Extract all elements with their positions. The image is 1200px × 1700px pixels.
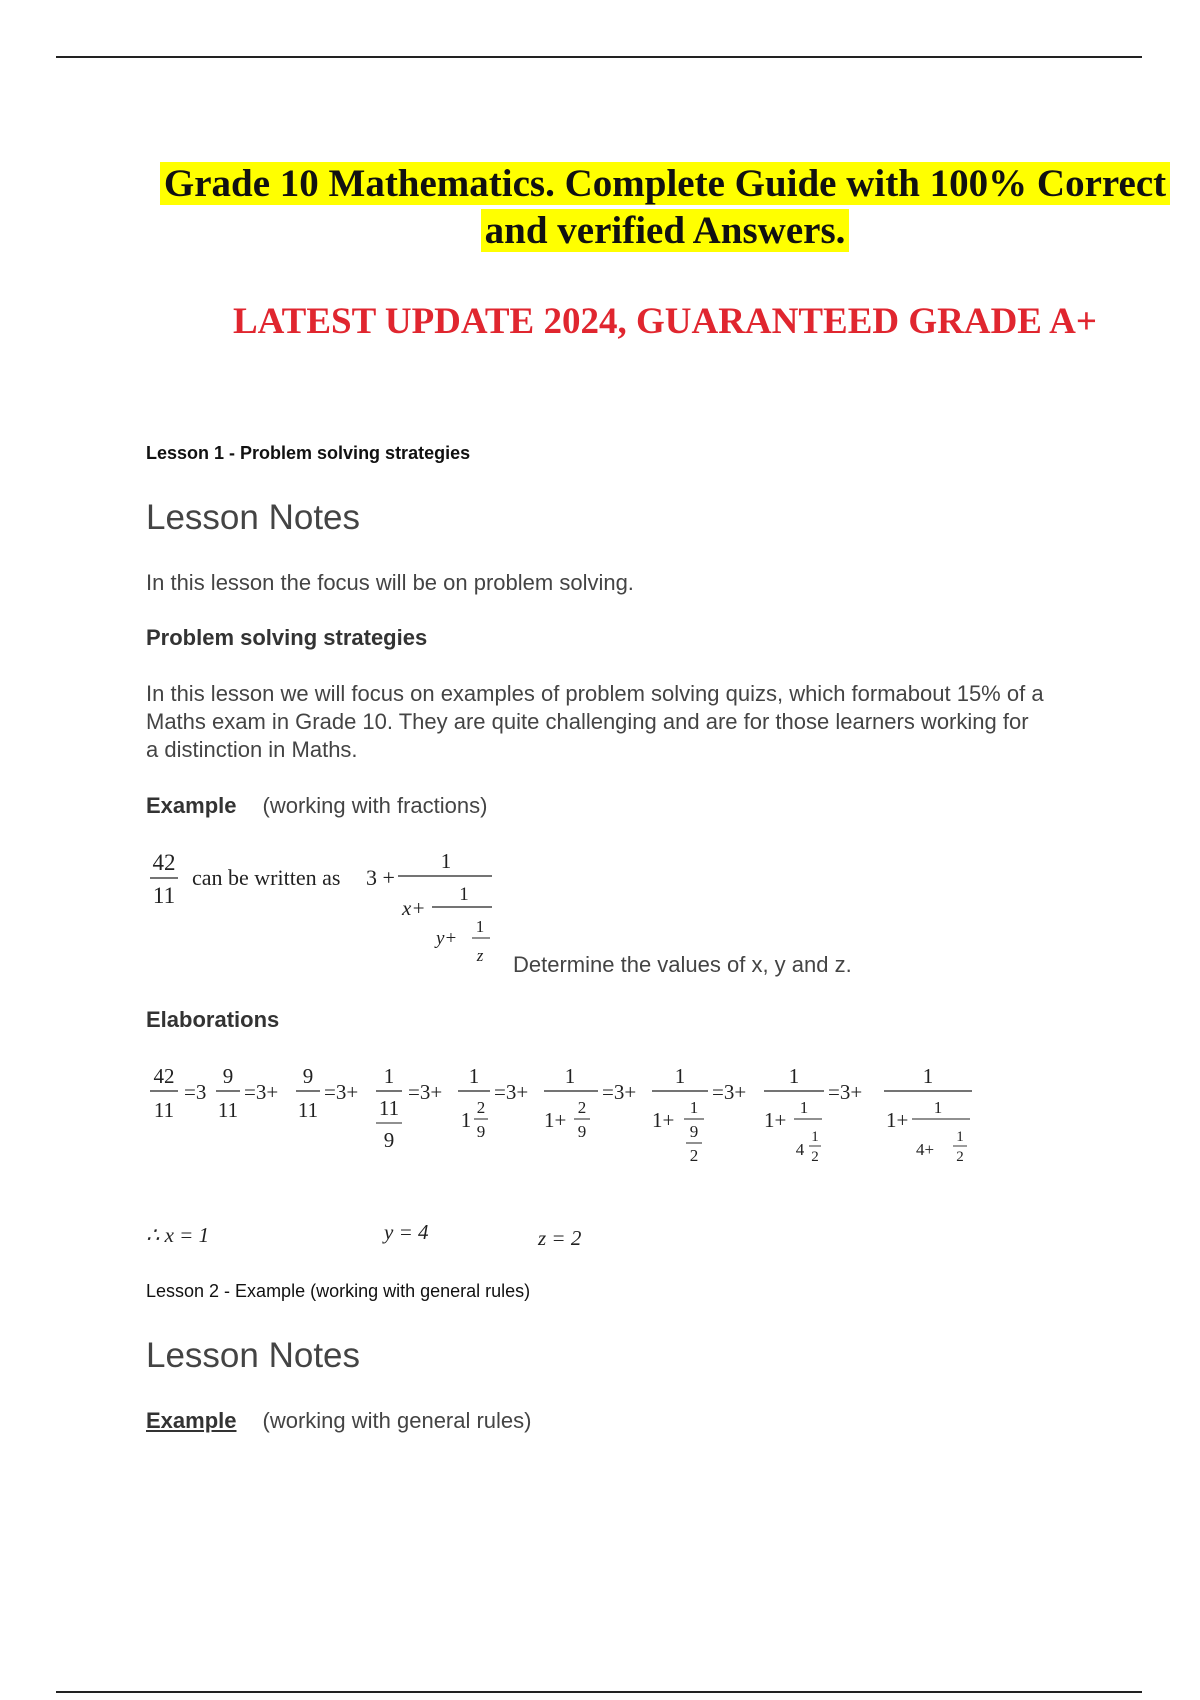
example-1-label: Example <box>146 793 237 818</box>
svg-text:=3+: =3+ <box>494 1080 529 1104</box>
svg-text:2: 2 <box>689 1146 699 1165</box>
lesson-1-notes-heading: Lesson Notes <box>146 498 361 537</box>
document-title <box>135 160 1195 254</box>
svg-text:4: 4 <box>795 1140 805 1159</box>
svg-text:1: 1 <box>799 1098 809 1117</box>
cf-1c: 1 <box>475 917 485 936</box>
continued-fraction-problem <box>140 840 560 975</box>
svg-text:=3+: =3+ <box>408 1080 443 1104</box>
top-rule <box>56 56 1142 58</box>
problem-denominator: 11 <box>152 883 176 908</box>
svg-text:=3+: =3+ <box>324 1080 359 1104</box>
cf-1b: 1 <box>459 884 469 905</box>
svg-text:1: 1 <box>460 1108 472 1132</box>
svg-text:1: 1 <box>956 1129 964 1145</box>
svg-text:1: 1 <box>922 1064 934 1088</box>
elaborations-equation <box>140 1055 1000 1185</box>
lesson-1-label: Lesson 1 - Problem solving strategies <box>146 443 471 463</box>
title-line-1: Grade 10 Mathematics. Complete Guide with 100% Correct <box>160 162 1170 205</box>
svg-text:2: 2 <box>577 1098 587 1117</box>
strategies-heading: Problem solving strategies <box>146 625 428 650</box>
svg-text:=3+: =3+ <box>712 1080 747 1104</box>
document-subtitle: LATEST UPDATE 2024, GUARANTEED GRADE A+ <box>233 301 1097 342</box>
cf-z: z <box>476 946 484 965</box>
svg-text:1+: 1+ <box>886 1108 909 1132</box>
answer-x: ∴ x = 1 <box>146 1223 210 1247</box>
example-2-tail: (working with general rules) <box>262 1408 532 1433</box>
svg-text:1: 1 <box>689 1098 699 1117</box>
lesson-1-intro: In this lesson the focus will be on problem solving. <box>146 570 634 595</box>
svg-text:2: 2 <box>956 1149 964 1165</box>
elaborations-heading: Elaborations <box>146 1007 280 1032</box>
cf-y-plus: y+ <box>436 928 458 949</box>
svg-text:=3+: =3+ <box>828 1080 863 1104</box>
svg-text:9: 9 <box>383 1128 395 1152</box>
bottom-rule <box>56 1691 1142 1693</box>
svg-text:1: 1 <box>811 1129 819 1145</box>
svg-text:1+: 1+ <box>544 1108 567 1132</box>
svg-text:11: 11 <box>297 1098 319 1122</box>
svg-text:4+: 4+ <box>916 1140 935 1159</box>
lesson-2-notes-heading: Lesson Notes <box>146 1336 361 1375</box>
svg-text:1: 1 <box>788 1064 800 1088</box>
svg-text:1: 1 <box>933 1098 943 1117</box>
answer-y: y = 4 <box>384 1220 429 1244</box>
example-2-label: Example <box>146 1408 237 1433</box>
title-line-2: and verified Answers. <box>481 209 850 252</box>
svg-text:2: 2 <box>811 1149 819 1165</box>
svg-text:1+: 1+ <box>652 1108 675 1132</box>
example-2-line <box>146 1407 1046 1435</box>
cf-3-plus: 3 + <box>366 865 395 890</box>
svg-text:=3+: =3+ <box>244 1080 279 1104</box>
answers-row <box>140 1215 640 1255</box>
svg-text:=3: =3 <box>184 1080 207 1104</box>
example-1-line <box>146 792 1046 820</box>
svg-text:11: 11 <box>153 1098 175 1122</box>
svg-text:11: 11 <box>378 1096 400 1120</box>
strategies-paragraph: In this lesson we will focus on examples of problem solving quizs, which formabout 15% of a Maths exam in Grade 10. They are quite challenging and are for those learners working for a distinction in Maths. <box>146 681 1044 762</box>
svg-text:1: 1 <box>674 1064 686 1088</box>
svg-text:11: 11 <box>217 1098 239 1122</box>
svg-text:42: 42 <box>153 1064 175 1088</box>
lesson-2-label: Lesson 2 - Example (working with general rules) <box>146 1281 531 1301</box>
cf-1: 1 <box>440 849 452 873</box>
determine-text: Determine the values of x, y and z. <box>513 952 852 977</box>
svg-text:9: 9 <box>577 1122 587 1141</box>
svg-text:9: 9 <box>302 1064 314 1088</box>
svg-text:1: 1 <box>383 1064 395 1088</box>
cf-x-plus: x+ <box>402 896 426 920</box>
svg-text:=3+: =3+ <box>602 1080 637 1104</box>
svg-text:1: 1 <box>468 1064 480 1088</box>
svg-text:2: 2 <box>476 1098 486 1117</box>
example-1-tail: (working with fractions) <box>262 793 488 818</box>
answer-z: z = 2 <box>538 1226 582 1250</box>
problem-numerator: 42 <box>152 850 176 875</box>
svg-text:9: 9 <box>689 1122 699 1141</box>
svg-text:1+: 1+ <box>764 1108 787 1132</box>
svg-text:9: 9 <box>222 1064 234 1088</box>
can-be-written-as: can be written as <box>192 865 341 890</box>
svg-text:1: 1 <box>564 1064 576 1088</box>
svg-text:9: 9 <box>476 1122 486 1141</box>
